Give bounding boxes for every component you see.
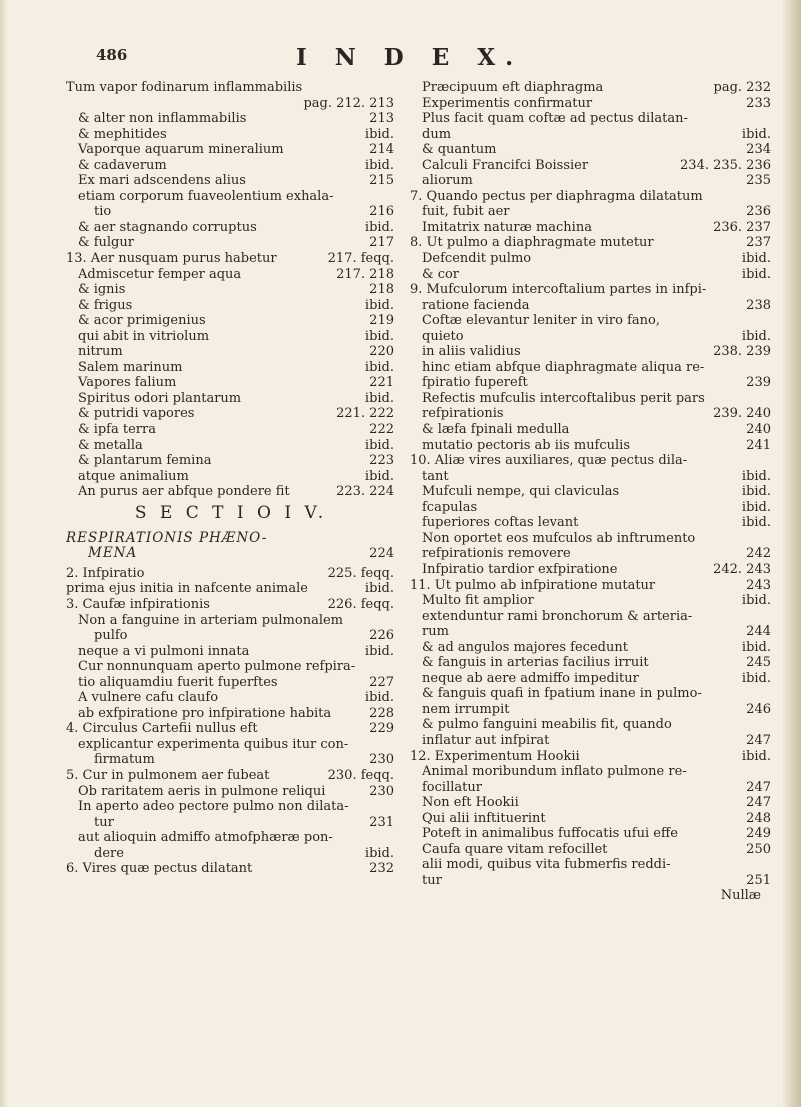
index-entry (410, 546, 773, 562)
index-entry (66, 752, 396, 768)
index-entry (410, 142, 773, 158)
index-entry-text: & plantarum femina (78, 453, 212, 469)
index-entry (410, 235, 773, 251)
index-entry-page: 221 (369, 375, 394, 391)
index-entry (66, 344, 396, 360)
left-column (66, 80, 396, 877)
index-entry-text: Spiritus odori plantarum (78, 390, 242, 406)
index-entry-text: Mufculi nempe, qui claviculas (422, 484, 620, 500)
index-entry-text: 13. Aer nusquam purus habetur (66, 251, 277, 267)
index-entry (66, 815, 396, 831)
index-entry-text: dum (422, 126, 452, 142)
index-entry-page: ibid. (741, 126, 771, 142)
index-entry (410, 344, 773, 360)
index-entry-page: 221. 222 (336, 406, 394, 422)
index-entry (66, 127, 396, 143)
index-entry (410, 795, 773, 811)
index-entry-page: 231 (369, 814, 394, 830)
index-entry (410, 562, 773, 578)
index-entry (66, 484, 396, 500)
index-entry-page: 223 (369, 453, 394, 469)
index-entry (410, 873, 773, 889)
index-entry (410, 313, 773, 329)
index-entry-page: 248 (746, 810, 771, 826)
index-entry-text: fuperiores coftas levant (422, 515, 579, 531)
index-entry-text: Salem marinum (78, 359, 183, 375)
index-entry (66, 189, 396, 205)
index-entry-text: & pulmo fanguini meabilis fit, quando (422, 717, 672, 733)
index-entry-page: 240 (746, 422, 771, 438)
index-list-right (410, 80, 773, 888)
catchword: Nullæ (720, 888, 761, 904)
index-entry-page: ibid. (364, 643, 394, 659)
index-entry-text: refpirationis (422, 406, 504, 422)
index-entry (410, 655, 773, 671)
index-entry-page: 236. 237 (713, 219, 771, 235)
index-entry-text: ratione facienda (422, 297, 530, 313)
index-entry (410, 531, 773, 547)
section-subtitle-text-2: MENA (88, 546, 138, 562)
index-entry-text: & cadaverum (78, 157, 167, 173)
index-entry (66, 721, 396, 737)
index-entry (66, 298, 396, 314)
index-entry-text: Vaporque aquarum mineralium (78, 142, 284, 158)
index-entry (66, 220, 396, 236)
index-entry-text: 9. Mufculorum intercoftalium partes in infpi- (410, 282, 707, 298)
index-entry-text: An purus aer abfque pondere fit (78, 484, 290, 500)
index-entry (410, 453, 773, 469)
index-entry-text: 6. Vires quæ pectus dilatant (66, 861, 253, 877)
index-entry-page: pag. 232 (713, 80, 771, 95)
index-entry (410, 282, 773, 298)
index-entry (410, 780, 773, 796)
index-entry-page: 238. 239 (713, 344, 771, 360)
index-entry (410, 375, 773, 391)
index-entry-page: 245 (746, 655, 771, 671)
index-entry-text: dere (94, 845, 124, 861)
index-entry (410, 96, 773, 112)
index-entry (410, 764, 773, 780)
index-entry (66, 846, 396, 862)
index-entry-text: pulfo (94, 628, 128, 644)
index-entry-page: ibid. (364, 690, 394, 706)
index-entry-text: Imitatrix naturæ machina (422, 219, 592, 235)
index-entry (410, 671, 773, 687)
index-entry-page: 237 (746, 235, 771, 251)
index-entry-text: Caufa quare vitam refocillet (422, 841, 608, 857)
index-entry-text: quieto (422, 328, 464, 344)
index-entry-page: 234. 235. 236 (680, 157, 771, 173)
index-entry-text: Ob raritatem aeris in pulmone reliqui (78, 783, 326, 799)
index-entry-page: ibid. (741, 593, 771, 609)
index-entry-text: tur (422, 872, 442, 888)
index-entry-text: & fulgur (78, 235, 134, 251)
index-entry (66, 251, 396, 267)
index-entry-text: 7. Quando pectus per diaphragma dilatatum (410, 188, 703, 204)
index-entry (66, 784, 396, 800)
index-entry-page: ibid. (741, 499, 771, 515)
index-entry-text: & ignis (78, 282, 126, 298)
index-entry-text: Infpiratio tardior exfpiratione (422, 561, 618, 577)
index-entry-text: fuit, fubit aer (422, 204, 510, 220)
index-entry-text: Non eft Hookii (422, 795, 519, 811)
index-entry-page: 247 (746, 732, 771, 748)
index-entry-page: 246 (746, 701, 771, 717)
index-entry (410, 391, 773, 407)
index-entry-page: 217. feqq. (327, 251, 394, 267)
index-entry-page: 223. 224 (336, 484, 394, 500)
index-entry-page: ibid. (364, 126, 394, 142)
index-entry-text: tio (94, 204, 112, 220)
index-entry-text: A vulnere cafu claufo (78, 690, 219, 706)
index-entry (66, 644, 396, 660)
index-entry-page: 228 (369, 705, 394, 721)
index-entry-text: atque animalium (78, 468, 189, 484)
index-entry-page: 218 (369, 282, 394, 298)
index-entry (66, 391, 396, 407)
index-entry-text: & læfa fpinali medulla (422, 422, 570, 438)
index-entry-text: 5. Cur in pulmonem aer fubeat (66, 767, 270, 783)
index-entry-page: ibid. (741, 266, 771, 282)
index-entry-text: & frigus (78, 297, 133, 313)
index-entry-page: pag. 212. 213 (303, 95, 394, 111)
index-entry-page: 217. 218 (336, 266, 394, 282)
index-entry-page: ibid. (364, 845, 394, 861)
index-entry (66, 830, 396, 846)
index-entry (410, 686, 773, 702)
index-entry (66, 597, 396, 613)
index-entry-text: in aliis validius (422, 344, 521, 360)
index-entry (410, 360, 773, 376)
index-entry (66, 659, 396, 675)
index-entry-text: tio aliquamdiu fuerit fuperftes (78, 674, 278, 690)
index-entry-text: & acor primigenius (78, 313, 206, 329)
index-entry-page: 220 (369, 344, 394, 360)
index-entry (66, 158, 396, 174)
index-entry-text: qui abit in vitriolum (78, 328, 210, 344)
index-entry-text: 3. Caufæ infpirationis (66, 596, 210, 612)
index-entry-page: 244 (746, 624, 771, 640)
index-entry-page: ibid. (364, 437, 394, 453)
index-entry-text: refpirationis removere (422, 546, 571, 562)
index-entry (66, 329, 396, 345)
index-entry-text: & cor (422, 266, 460, 282)
index-entry-page: 222 (369, 422, 394, 438)
index-entry (410, 702, 773, 718)
index-entry (66, 768, 396, 784)
index-entry-page: 230. feqq. (327, 767, 394, 783)
page-gutter-shadow (0, 0, 8, 1107)
index-entry (66, 375, 396, 391)
index-entry-page: ibid. (364, 297, 394, 313)
index-entry-text: 12. Experimentum Hookii (410, 748, 580, 764)
index-entry (410, 733, 773, 749)
index-entry-page: ibid. (364, 157, 394, 173)
index-entry (410, 251, 773, 267)
index-entry-text: & quantum (422, 142, 497, 158)
index-entry-page: 216 (369, 204, 394, 220)
index-list-left-1 (66, 80, 396, 500)
index-entry (410, 204, 773, 220)
index-entry (410, 298, 773, 314)
index-entry-page: 226 (369, 628, 394, 644)
index-entry-page: 230 (369, 783, 394, 799)
index-entry-text: 2. Infpiratio (66, 565, 145, 581)
index-entry-text: 8. Ut pulmo a diaphragmate mutetur (410, 235, 654, 251)
index-entry-text: inflatur aut infpirat (422, 732, 550, 748)
index-entry-page: 243 (746, 577, 771, 593)
index-entry (410, 406, 773, 422)
index-entry (410, 624, 773, 640)
index-entry-text: Non a fanguine in arteriam pulmonalem (78, 612, 344, 628)
section-subtitle-text: RESPIRATIONIS PHÆNO- (66, 530, 268, 546)
page-number: 486 (96, 46, 128, 64)
index-entry-page: 251 (746, 872, 771, 888)
index-entry-text: tant (422, 468, 449, 484)
index-entry-text: Refectis mufculis intercoftalibus perit pars (422, 390, 705, 406)
section-subtitle (66, 531, 396, 547)
index-entry-text: Cur nonnunquam aperto pulmone refpira- (78, 659, 356, 675)
index-entry-page: ibid. (741, 670, 771, 686)
index-entry-text: & fanguis in arterias facilius irruit (422, 655, 649, 671)
index-entry (410, 515, 773, 531)
index-entry (66, 142, 396, 158)
index-entry-page: ibid. (741, 251, 771, 267)
index-entry-text: Ex mari adscendens alius (78, 173, 246, 189)
index-entry-page: 241 (746, 437, 771, 453)
index-entry (410, 438, 773, 454)
index-entry-page: 239. 240 (713, 406, 771, 422)
index-entry-page: 247 (746, 795, 771, 811)
index-entry-text: Multo fit amplior (422, 593, 534, 609)
index-entry-text: & metalla (78, 437, 143, 453)
index-entry-page: 213 (369, 111, 394, 127)
index-entry (410, 500, 773, 516)
index-entry (66, 80, 396, 96)
index-entry-text: aliorum (422, 173, 473, 189)
index-entry-page: 232 (369, 861, 394, 877)
index-entry (66, 453, 396, 469)
index-entry (66, 706, 396, 722)
index-entry (66, 690, 396, 706)
index-entry (66, 111, 396, 127)
index-entry (66, 675, 396, 691)
index-entry-page: 217 (369, 235, 394, 251)
index-entry-page: ibid. (364, 390, 394, 406)
index-entry-page: 242 (746, 546, 771, 562)
index-entry-text: Animal moribundum inflato pulmone re- (422, 764, 687, 780)
index-entry-text: & putridi vapores (78, 406, 195, 422)
index-entry (410, 127, 773, 143)
index-entry (66, 422, 396, 438)
index-entry-text: rum (422, 624, 449, 640)
index-entry-page: ibid. (741, 639, 771, 655)
index-entry (410, 111, 773, 127)
index-entry (410, 842, 773, 858)
index-entry (66, 469, 396, 485)
index-entry (410, 484, 773, 500)
section-heading: S E C T I O I V. (134, 502, 328, 523)
index-entry (410, 609, 773, 625)
index-entry-text: hinc etiam abfque diaphragmate aliqua re- (422, 359, 705, 375)
index-entry-text: mutatio pectoris ab iis mufculis (422, 437, 631, 453)
index-entry-text: 4. Circulus Cartefii nullus eft (66, 721, 258, 737)
page-header (96, 44, 696, 74)
index-list-left-2 (66, 566, 396, 877)
index-entry-text: Coftæ elevantur leniter in viro fano, (422, 313, 660, 329)
index-entry-text: fpiratio fupereft (422, 375, 528, 391)
index-entry-page: 235 (746, 173, 771, 189)
index-entry-text: nem irrumpit (422, 701, 510, 717)
index-entry (410, 469, 773, 485)
index-entry-text: Calculi Francifci Boissier (422, 157, 589, 173)
index-entry-page: 215 (369, 173, 394, 189)
index-entry-text: Non oportet eos mufculos ab inftrumento (422, 530, 696, 546)
index-entry-page: 226. feqq. (327, 596, 394, 612)
index-entry-text: focillatur (422, 779, 482, 795)
index-entry-text: 11. Ut pulmo ab infpiratione mutatur (410, 577, 656, 593)
index-entry (66, 360, 396, 376)
index-entry-text: nitrum (78, 344, 123, 360)
index-entry (410, 422, 773, 438)
index-entry-text: Tum vapor fodinarum inflammabilis (66, 80, 303, 95)
index-entry (410, 640, 773, 656)
index-entry-text: neque ab aere admiffo impeditur (422, 670, 639, 686)
index-entry (410, 749, 773, 765)
page-edge-shadow (783, 0, 801, 1107)
right-column (410, 80, 773, 904)
index-entry (66, 628, 396, 644)
index-entry-page: 247 (746, 779, 771, 795)
index-entry-page: 236 (746, 204, 771, 220)
index-entry (66, 438, 396, 454)
index-entry-page: ibid. (364, 219, 394, 235)
index-entry-text: Plus facit quam coftæ ad pectus dilatan- (422, 111, 688, 127)
index-entry-page: ibid. (741, 748, 771, 764)
index-entry-page: 229 (369, 721, 394, 737)
index-entry-text: explicantur experimenta quibus itur con- (78, 736, 349, 752)
index-entry (66, 204, 396, 220)
index-entry (66, 267, 396, 283)
index-entry-text: & aer stagnando corruptus (78, 219, 257, 235)
index-entry (410, 329, 773, 345)
index-entry-page: ibid. (364, 468, 394, 484)
index-entry-page: 239 (746, 375, 771, 391)
index-entry-text: Poteft in animalibus fuffocatis ufui effe (422, 826, 678, 842)
index-entry-text: neque a vi pulmoni innata (78, 643, 250, 659)
index-entry (410, 593, 773, 609)
index-entry (66, 861, 396, 877)
index-entry (410, 220, 773, 236)
index-entry (410, 158, 773, 174)
index-entry-text: Vapores falium (78, 375, 177, 391)
index-entry-text: & alter non inflammabilis (78, 111, 247, 127)
index-entry (66, 581, 396, 597)
index-entry-text: & ad angulos majores fecedunt (422, 639, 628, 655)
index-entry-page: 230 (369, 752, 394, 768)
index-entry-text: Admiscetur femper aqua (78, 266, 242, 282)
index-entry (410, 717, 773, 733)
index-entry-page: 250 (746, 841, 771, 857)
section-subtitle-2 (66, 546, 396, 562)
index-entry (410, 173, 773, 189)
index-entry-text: In aperto adeo pectore pulmo non dilata- (78, 799, 349, 815)
index-entry-text: 10. Aliæ vires auxiliares, quæ pectus dila- (410, 453, 688, 469)
index-entry-page: 238 (746, 297, 771, 313)
index-entry (66, 313, 396, 329)
index-entry-page: ibid. (741, 484, 771, 500)
index-entry (410, 80, 773, 96)
index-entry (66, 173, 396, 189)
index-entry-text: prima ejus initia in nafcente animale (66, 581, 308, 597)
index-entry (66, 566, 396, 582)
index-entry-text: ab exfpiratione pro infpiratione habita (78, 705, 332, 721)
index-entry-text: alii modi, quibus vita fubmerfis reddi- (422, 857, 671, 873)
index-entry (410, 826, 773, 842)
index-entry-page: 225. feqq. (327, 565, 394, 581)
index-entry-text: & mephitides (78, 126, 167, 142)
index-entry (410, 189, 773, 205)
index-entry-text: etiam corporum fuaveolentium exhala- (78, 188, 334, 204)
index-entry-page: 219 (369, 313, 394, 329)
index-entry (66, 96, 396, 112)
index-entry (66, 282, 396, 298)
index-entry-text: fcapulas (422, 499, 478, 515)
index-entry (410, 578, 773, 594)
index-entry-page: ibid. (364, 359, 394, 375)
index-entry-page: 214 (369, 142, 394, 158)
index-entry-text: Defcendit pulmo (422, 251, 532, 267)
page-title: I N D E X. (296, 44, 524, 71)
index-entry (410, 811, 773, 827)
index-entry (66, 235, 396, 251)
index-entry-page: ibid. (364, 328, 394, 344)
index-entry-page: ibid. (364, 581, 394, 597)
index-entry-text: aut alioquin admiffo atmofphæræ pon- (78, 830, 333, 846)
index-entry (410, 857, 773, 873)
index-entry (410, 267, 773, 283)
index-entry-page: 249 (746, 826, 771, 842)
index-entry-page: 233 (746, 95, 771, 111)
index-entry-text: extenduntur rami bronchorum & arteria- (422, 608, 693, 624)
index-entry-page: ibid. (741, 515, 771, 531)
index-entry-page: ibid. (741, 328, 771, 344)
index-entry-text: Præcipuum eft diaphragma (422, 80, 604, 95)
index-entry-page: 242. 243 (713, 561, 771, 577)
index-entry (66, 737, 396, 753)
index-entry (66, 406, 396, 422)
section-subtitle-page: 224 (369, 546, 394, 562)
index-entry-page: 234 (746, 142, 771, 158)
index-entry-page: ibid. (741, 468, 771, 484)
index-entry-text: & fanguis quafi in fpatium inane in pulmo- (422, 686, 702, 702)
index-entry-text: & ipfa terra (78, 422, 156, 438)
index-entry (66, 613, 396, 629)
index-entry (66, 799, 396, 815)
index-entry-text: Qui alii inftituerint (422, 810, 546, 826)
index-entry-text: Experimentis confirmatur (422, 95, 593, 111)
index-entry-text: firmatum (94, 752, 155, 768)
index-entry-page: 227 (369, 674, 394, 690)
index-entry-text: tur (94, 814, 114, 830)
